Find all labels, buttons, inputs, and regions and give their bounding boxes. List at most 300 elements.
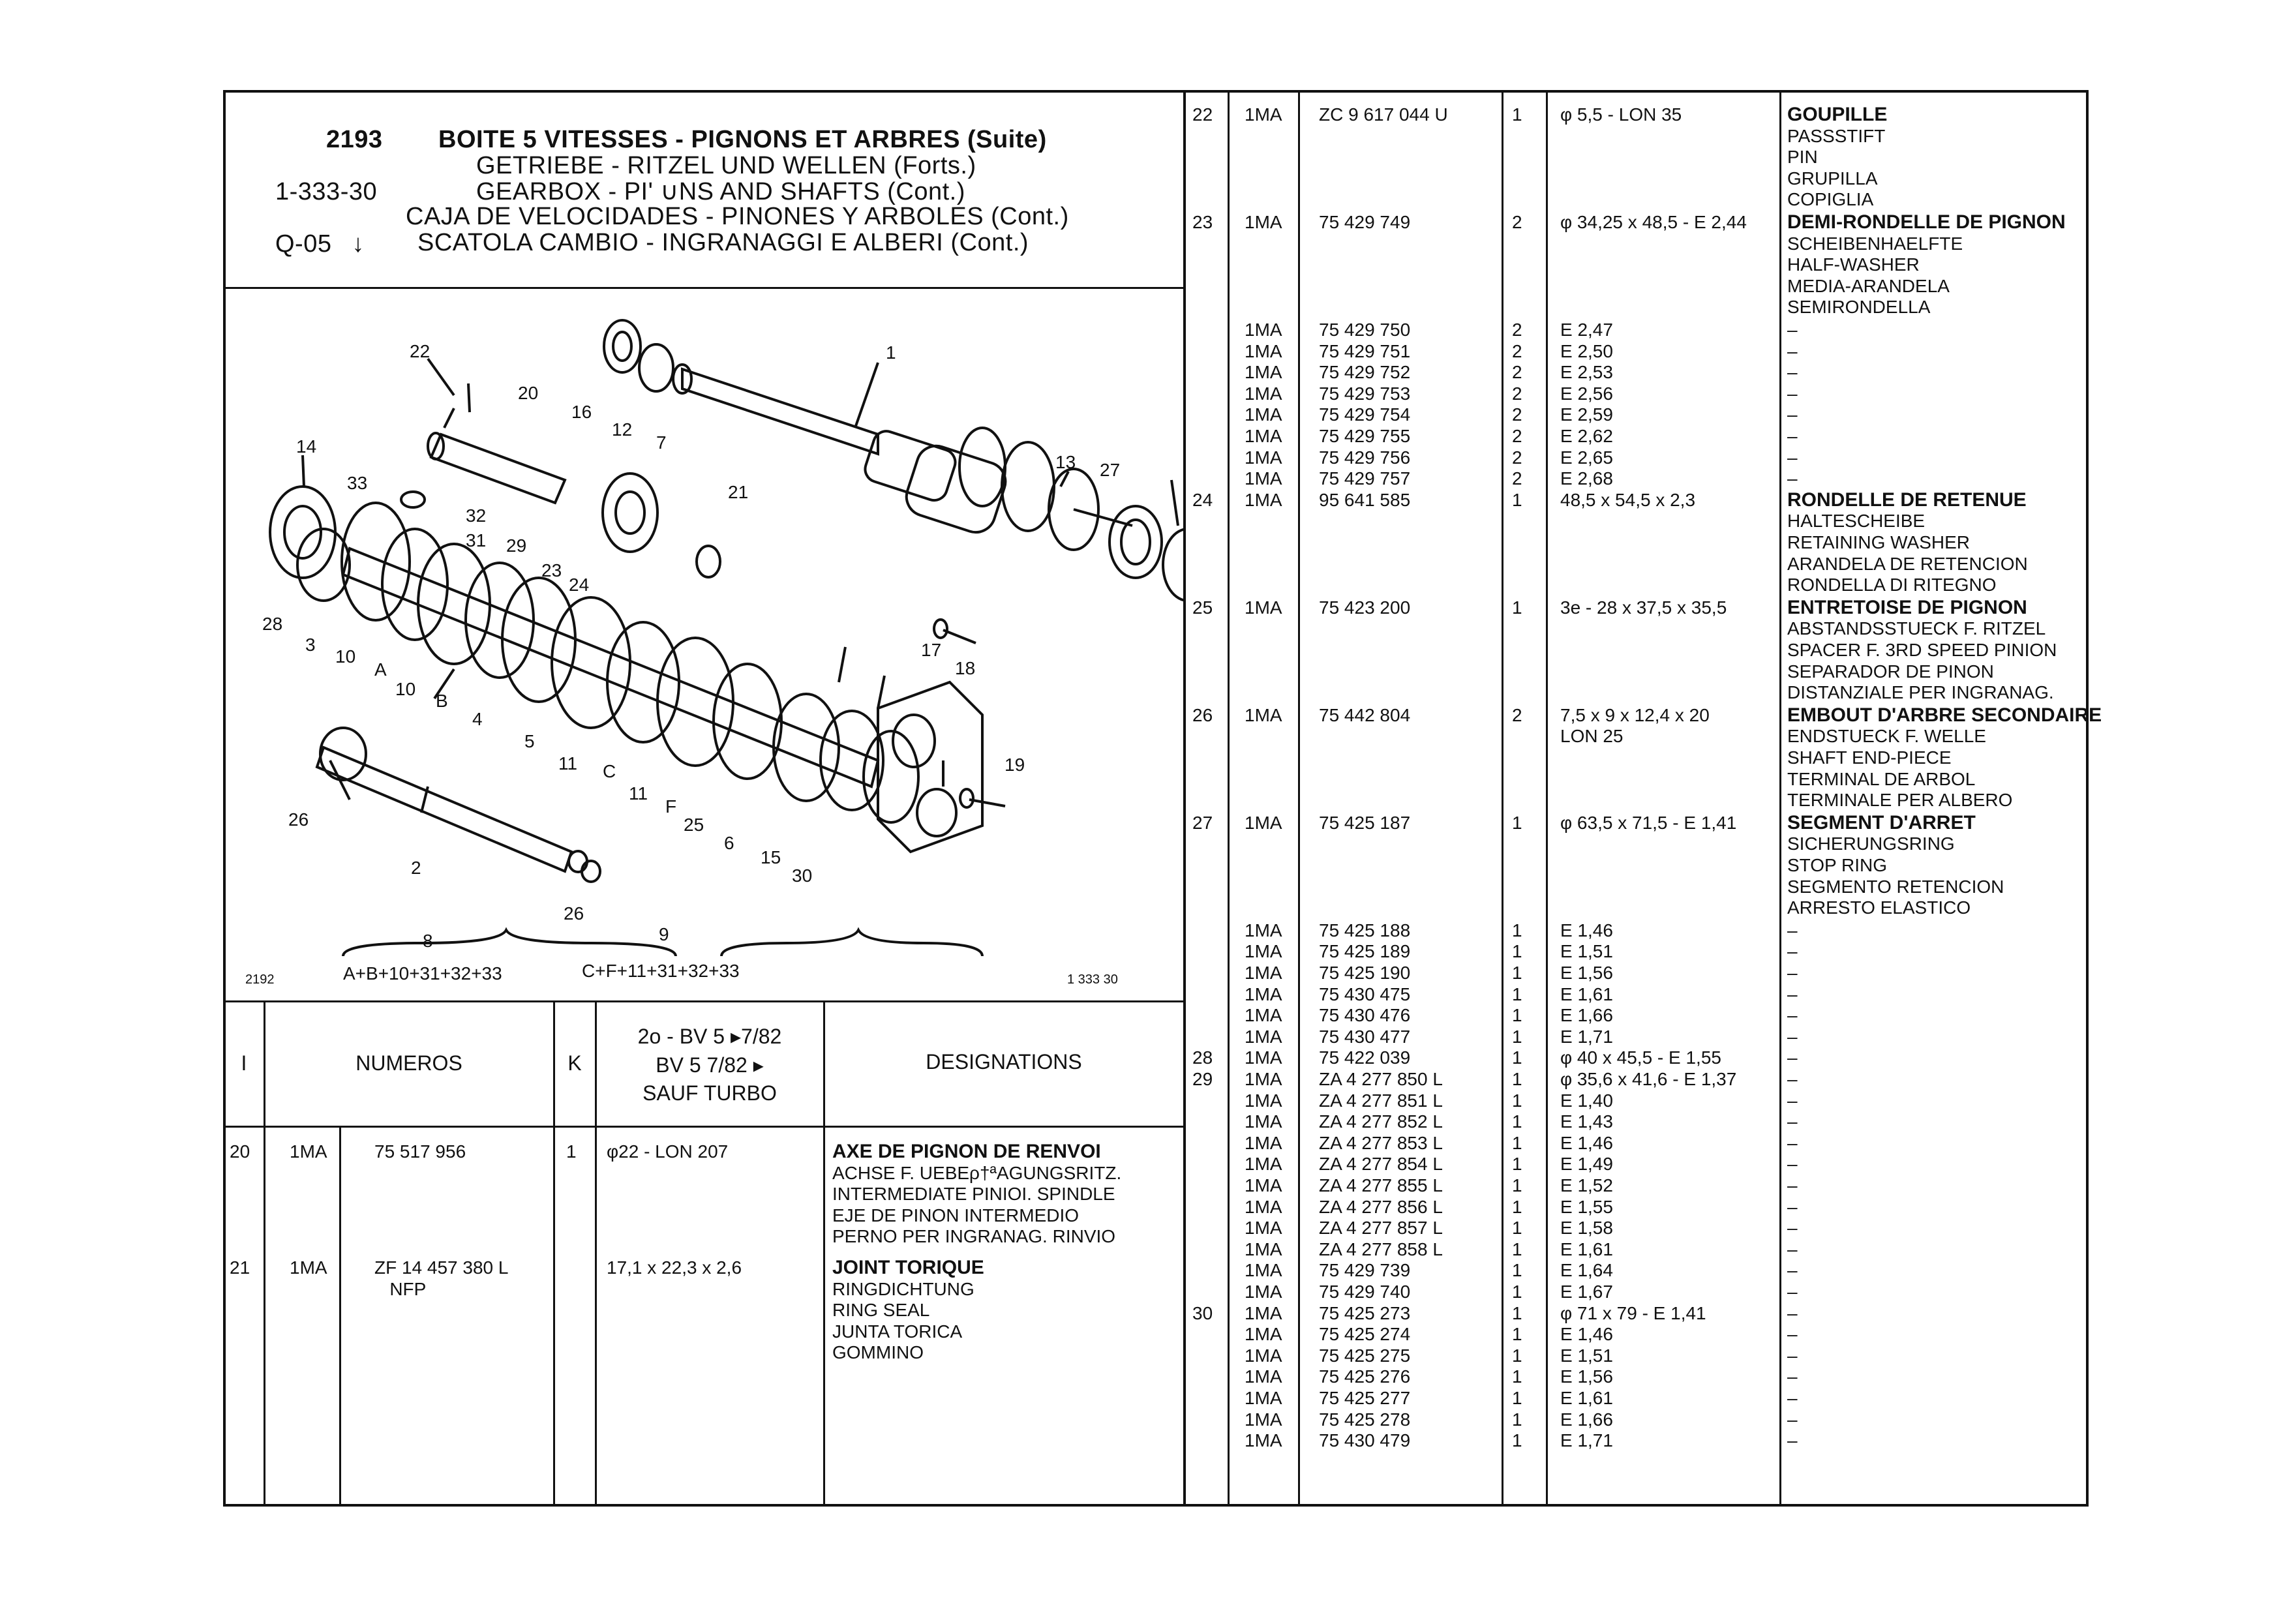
row-qual: 1MA — [1245, 1324, 1282, 1345]
row-designation: – — [1787, 984, 1798, 1004]
row-designation: DISTANZIALE PER INGRANAG. — [1787, 682, 2054, 703]
qual-code — [275, 230, 365, 258]
callout-13: 13 — [1055, 452, 1076, 472]
row-designation: – — [1787, 1196, 1798, 1217]
qual-code-text: Q-05 — [275, 230, 332, 258]
row-qual: 1MA — [1245, 1026, 1282, 1047]
row-qual: 1MA — [1245, 320, 1282, 340]
row-qual: 1MA — [1245, 1239, 1282, 1259]
row-designation: ARRESTO ELASTICO — [1787, 897, 1971, 918]
row-qual: 1MA — [1245, 212, 1282, 232]
right-col-sep-3 — [1502, 90, 1503, 1507]
row-part-number: 75 429 740 — [1319, 1282, 1411, 1302]
row-spec: 17,1 x 22,3 x 2,6 — [607, 1257, 742, 1278]
row-part-number: 75 425 273 — [1319, 1302, 1411, 1323]
row-qual: 1MA — [1245, 362, 1282, 383]
row-qual: 1MA — [1245, 704, 1282, 725]
row-qty: 2 — [1512, 340, 1522, 361]
row-spec: E 2,59 — [1560, 404, 1613, 425]
row-designation: SEGMENT D'ARRET — [1787, 811, 1976, 834]
row-designation: – — [1787, 1366, 1798, 1387]
row-designation: – — [1787, 963, 1798, 983]
row-designation: PIN — [1787, 147, 1818, 168]
row-qty: 1 — [1512, 1026, 1522, 1047]
row-designation: SEPARADOR DE PINON — [1787, 661, 1994, 682]
callout-24: 24 — [569, 575, 590, 595]
row-designation: TERMINAL DE ARBOL — [1787, 768, 1976, 789]
row-qty: 1 — [1512, 1409, 1522, 1430]
row-part-number: 75 425 187 — [1319, 812, 1411, 833]
callout-30: 30 — [792, 865, 813, 886]
callout-17: 17 — [921, 640, 942, 660]
arrow-down-icon: ↓ — [352, 230, 365, 258]
row-spec: E 1,56 — [1560, 1366, 1613, 1387]
row-spec: E 2,50 — [1560, 340, 1613, 361]
row-designation: – — [1787, 1409, 1798, 1430]
row-spec: φ 5,5 - LON 35 — [1560, 104, 1682, 125]
ref-code: 1-333-30 — [275, 178, 378, 205]
row-spec: E 2,68 — [1560, 468, 1613, 489]
row-spec: E 1,66 — [1560, 1409, 1613, 1430]
row-ref: 21 — [230, 1257, 250, 1278]
row-spec: E 2,53 — [1560, 362, 1613, 383]
row-part-number: 75 425 276 — [1319, 1366, 1411, 1387]
row-designation: SHAFT END-PIECE — [1787, 747, 1952, 768]
row-part-number: 75 429 753 — [1319, 383, 1411, 404]
row-qual: 1MA — [1245, 1090, 1282, 1111]
row-qty: 1 — [1512, 1430, 1522, 1451]
row-qty: 1 — [1512, 984, 1522, 1004]
row-designation: RONDELLE DE RETENUE — [1787, 488, 2027, 511]
callout-14: 14 — [296, 436, 317, 457]
callout-11b: 11 — [629, 783, 648, 804]
row-part-number: 95 641 585 — [1319, 489, 1411, 510]
callout-22: 22 — [410, 341, 430, 361]
row-spec: E 1,67 — [1560, 1282, 1613, 1302]
row-part-number: 75 430 475 — [1319, 984, 1411, 1004]
row-qual: 1MA — [1245, 1175, 1282, 1195]
row-part-number: ZA 4 277 851 L — [1319, 1090, 1443, 1111]
center-divider — [1183, 90, 1186, 1507]
row-designation: RINGDICHTUNG — [832, 1278, 974, 1299]
row-ref: 25 — [1192, 597, 1213, 618]
row-part-number: 75 430 479 — [1319, 1430, 1411, 1451]
callout-19: 19 — [1004, 755, 1025, 775]
row-qual: 1MA — [1245, 1005, 1282, 1026]
row-qty: 1 — [1512, 104, 1522, 125]
row-designation: – — [1787, 1282, 1798, 1302]
row-designation: – — [1787, 340, 1798, 361]
row-designation: DEMI-RONDELLE DE PIGNON — [1787, 211, 2066, 233]
row-designation: GOUPILLE — [1787, 104, 1888, 125]
row-qty: 1 — [1512, 1324, 1522, 1345]
row-qty: 1 — [1512, 941, 1522, 962]
row-qty: 1 — [1512, 1282, 1522, 1302]
row-qual: 1MA — [1245, 597, 1282, 618]
callout-F: F — [665, 796, 677, 817]
row-qual: 1MA — [1245, 1366, 1282, 1387]
row-part-number: ZA 4 277 854 L — [1319, 1154, 1443, 1175]
row-ref: 29 — [1192, 1069, 1213, 1089]
row-designation: – — [1787, 1175, 1798, 1195]
row-spec: E 1,71 — [1560, 1026, 1613, 1047]
callout-32: 32 — [466, 505, 487, 526]
row-qual: 1MA — [1245, 1132, 1282, 1153]
right-col-sep-1 — [1228, 90, 1230, 1507]
row-part-number: 75 425 275 — [1319, 1345, 1411, 1366]
row-designation: MEDIA-ARANDELA — [1787, 275, 1950, 296]
row-qual: 1MA — [1245, 340, 1282, 361]
row-designation: COPIGLIA — [1787, 189, 1874, 210]
row-qual: 1MA — [1245, 404, 1282, 425]
callout-26b: 26 — [564, 903, 584, 924]
row-designation: PASSSTIFT — [1787, 125, 1886, 146]
title-it: SCATOLA CAMBIO - INGRANAGGI E ALBERI (Cont.) — [417, 229, 1029, 256]
row-spec: E 1,40 — [1560, 1090, 1613, 1111]
row-qty: 1 — [1512, 597, 1522, 618]
row-part-number: 75 429 751 — [1319, 340, 1411, 361]
row-qty: 2 — [1512, 704, 1522, 725]
row-spec: E 1,43 — [1560, 1111, 1613, 1132]
row-qual: 1MA — [1245, 812, 1282, 833]
row-spec: E 2,62 — [1560, 426, 1613, 446]
row-designation: – — [1787, 362, 1798, 383]
row-spec: φ 71 x 79 - E 1,41 — [1560, 1302, 1706, 1323]
row-designation: GRUPILLA — [1787, 168, 1878, 188]
row-designation: – — [1787, 426, 1798, 446]
callout-2: 2 — [411, 858, 421, 878]
row-designation: PERNO PER INGRANAG. RINVIO — [832, 1226, 1116, 1247]
row-designation: EJE DE PINON INTERMEDIO — [832, 1205, 1080, 1225]
row-spec: E 1,66 — [1560, 1005, 1613, 1026]
row-designation: JOINT TORIQUE — [832, 1257, 984, 1278]
callout-31: 31 — [466, 530, 487, 550]
row-spec: E 1,55 — [1560, 1196, 1613, 1217]
callout-A: A — [374, 659, 387, 680]
row-part-number: ZA 4 277 857 L — [1319, 1218, 1443, 1239]
row-qty: 1 — [1512, 963, 1522, 983]
callout-18: 18 — [955, 658, 976, 678]
page-number: 2193 — [326, 126, 383, 153]
row-qual: 1MA — [1245, 426, 1282, 446]
row-qty: 2 — [1512, 362, 1522, 383]
row-designation: – — [1787, 941, 1798, 962]
callout-20: 20 — [518, 383, 539, 403]
row-qty: 1 — [1512, 1090, 1522, 1111]
row-part-number: 75 429 739 — [1319, 1260, 1411, 1281]
left-col-sep-1 — [264, 1000, 265, 1507]
row-part-number: 75 429 757 — [1319, 468, 1411, 489]
row-designation: – — [1787, 447, 1798, 468]
row-spec: φ 35,6 x 41,6 - E 1,37 — [1560, 1069, 1737, 1089]
row-designation: INTERMEDIATE PINIOI. SPINDLE — [832, 1184, 1115, 1205]
row-spec: E 1,46 — [1560, 920, 1613, 940]
row-designation: – — [1787, 1111, 1798, 1132]
row-spec: E 2,65 — [1560, 447, 1613, 468]
row-part-number: 75 425 277 — [1319, 1388, 1411, 1408]
left-table-header-bottom — [223, 1126, 1185, 1128]
group-8-number: 8 — [423, 931, 433, 951]
title-en: GEARBOX - PI' ∪NS AND SHAFTS (Cont.) — [476, 178, 965, 205]
row-qual: 1MA — [1245, 1154, 1282, 1175]
row-part-number: 75 429 754 — [1319, 404, 1411, 425]
row-qual: 1MA — [1245, 1218, 1282, 1239]
row-designation: SPACER F. 3RD SPEED PINION — [1787, 640, 2057, 660]
row-qty: 2 — [1512, 320, 1522, 340]
callout-15: 15 — [761, 847, 781, 867]
col-header-k: K — [567, 1051, 582, 1075]
row-qty: 1 — [1512, 1388, 1522, 1408]
row-ref: 26 — [1192, 704, 1213, 725]
callout-12: 12 — [612, 419, 633, 440]
callout-1: 1 — [886, 342, 896, 363]
callout-11a: 11 — [558, 753, 578, 773]
callout-27: 27 — [1100, 460, 1121, 480]
row-part-number: 75 423 200 — [1319, 597, 1411, 618]
row-part-number: ZF 14 457 380 L NFP — [374, 1257, 509, 1299]
row-spec: 3e - 28 x 37,5 x 35,5 — [1560, 597, 1727, 618]
row-designation: TERMINALE PER ALBERO — [1787, 790, 2013, 811]
left-col-sep-2 — [339, 1126, 341, 1507]
row-part-number: 75 429 756 — [1319, 447, 1411, 468]
row-part-number: 75 430 476 — [1319, 1005, 1411, 1026]
row-designation: – — [1787, 1005, 1798, 1026]
row-designation: – — [1787, 404, 1798, 425]
row-spec: φ 34,25 x 48,5 - E 2,44 — [1560, 212, 1747, 232]
row-designation: – — [1787, 1218, 1798, 1239]
title-es: CAJA DE VELOCIDADES - PINONES Y ARBOLES (Cont.) — [406, 203, 1069, 230]
row-ref: 23 — [1192, 212, 1213, 232]
row-part-number: 75 425 190 — [1319, 963, 1411, 983]
row-spec: E 2,56 — [1560, 383, 1613, 404]
callout-21: 21 — [728, 482, 749, 502]
right-col-sep-5 — [1779, 90, 1781, 1507]
row-spec: 7,5 x 9 x 12,4 x 20 LON 25 — [1560, 704, 1710, 747]
row-designation: – — [1787, 1026, 1798, 1047]
row-ref: 20 — [230, 1141, 250, 1162]
row-spec: E 1,52 — [1560, 1175, 1613, 1195]
col-header-i: I — [241, 1051, 247, 1075]
row-part-number: 75 425 274 — [1319, 1324, 1411, 1345]
row-spec: E 1,51 — [1560, 941, 1613, 962]
row-qty: 1 — [1512, 1239, 1522, 1259]
row-qual: 1MA — [1245, 941, 1282, 962]
row-qty: 1 — [566, 1141, 577, 1162]
row-qty: 2 — [1512, 383, 1522, 404]
callout-5: 5 — [524, 731, 535, 751]
row-qual: 1MA — [1245, 984, 1282, 1004]
callout-16: 16 — [571, 402, 592, 422]
row-spec: E 1,61 — [1560, 1239, 1613, 1259]
row-part-number: 75 429 749 — [1319, 212, 1411, 232]
row-part-number: 75 425 188 — [1319, 920, 1411, 940]
col-header-numeros: NUMEROS — [355, 1051, 462, 1075]
row-qual: 1MA — [1245, 468, 1282, 489]
callout-B: B — [436, 691, 448, 711]
col-header-variant-1: 2o - BV 5 ▸7/82 — [637, 1025, 782, 1048]
row-qual: 1MA — [1245, 1260, 1282, 1281]
row-qty: 1 — [1512, 1005, 1522, 1026]
row-qual: 1MA — [1245, 1282, 1282, 1302]
group-9-number: 9 — [659, 924, 669, 944]
row-designation: ENTRETOISE DE PIGNON — [1787, 596, 2027, 618]
callout-4: 4 — [472, 709, 483, 729]
callout-33: 33 — [347, 473, 368, 493]
row-spec: E 1,61 — [1560, 984, 1613, 1004]
row-qty: 1 — [1512, 920, 1522, 940]
row-designation: – — [1787, 1388, 1798, 1408]
row-designation: STOP RING — [1787, 855, 1888, 875]
row-ref: 28 — [1192, 1047, 1213, 1068]
row-qual: 1MA — [1245, 1409, 1282, 1430]
col-header-variant-3: SAUF TURBO — [642, 1081, 777, 1105]
row-designation: HALF-WASHER — [1787, 254, 1920, 275]
row-designation: SEMIRONDELLA — [1787, 297, 1931, 318]
exploded-view-diagram — [226, 291, 1183, 1002]
left-table-top — [223, 1000, 1185, 1002]
row-qual: 1MA — [1245, 104, 1282, 125]
row-spec: E 1,61 — [1560, 1388, 1613, 1408]
row-part-number: ZA 4 277 852 L — [1319, 1111, 1443, 1132]
row-qty: 1 — [1512, 1196, 1522, 1217]
row-qty: 1 — [1512, 1366, 1522, 1387]
row-ref: 30 — [1192, 1302, 1213, 1323]
diagram-code-left: 2192 — [245, 972, 275, 987]
row-qual: 1MA — [1245, 1196, 1282, 1217]
row-part-number: ZA 4 277 858 L — [1319, 1239, 1443, 1259]
row-spec: φ 40 x 45,5 - E 1,55 — [1560, 1047, 1721, 1068]
callout-29: 29 — [506, 535, 527, 556]
row-designation: – — [1787, 1154, 1798, 1175]
row-qty: 1 — [1512, 1345, 1522, 1366]
row-qual: 1MA — [1245, 1047, 1282, 1068]
row-ref: 22 — [1192, 104, 1213, 125]
row-spec: E 1,58 — [1560, 1218, 1613, 1239]
row-qual: 1MA — [290, 1141, 327, 1162]
row-qual: 1MA — [1245, 1345, 1282, 1366]
row-designation: ABSTANDSSTUECK F. RITZEL — [1787, 618, 2046, 639]
left-col-sep-3 — [553, 1000, 555, 1507]
callout-23: 23 — [541, 560, 562, 580]
row-qty: 2 — [1512, 426, 1522, 446]
row-part-number: 75 429 750 — [1319, 320, 1411, 340]
row-qty: 1 — [1512, 1047, 1522, 1068]
row-qty: 1 — [1512, 1175, 1522, 1195]
callout-10b: 10 — [395, 679, 416, 699]
row-designation: RONDELLA DI RITEGNO — [1787, 575, 1997, 595]
callout-7: 7 — [656, 432, 667, 453]
row-qual: 1MA — [1245, 1111, 1282, 1132]
row-designation: – — [1787, 468, 1798, 489]
row-part-number: ZC 9 617 044 U — [1319, 104, 1448, 125]
row-spec: 48,5 x 54,5 x 2,3 — [1560, 489, 1696, 510]
row-qual: 1MA — [1245, 1302, 1282, 1323]
row-qual: 1MA — [1245, 447, 1282, 468]
row-designation: SICHERUNGSRING — [1787, 834, 1955, 854]
row-part-number: 75 429 752 — [1319, 362, 1411, 383]
row-spec: E 1,46 — [1560, 1132, 1613, 1153]
row-qty: 1 — [1512, 1154, 1522, 1175]
row-qty: 1 — [1512, 812, 1522, 833]
row-spec: E 1,49 — [1560, 1154, 1613, 1175]
row-designation: HALTESCHEIBE — [1787, 511, 1926, 532]
callout-25: 25 — [684, 815, 704, 835]
row-part-number: 75 425 278 — [1319, 1409, 1411, 1430]
row-qual: 1MA — [1245, 1069, 1282, 1089]
row-designation: AXE DE PIGNON DE RENVOI — [832, 1141, 1101, 1162]
row-part-number: 75 422 039 — [1319, 1047, 1411, 1068]
row-designation: RING SEAL — [832, 1300, 930, 1321]
callout-28: 28 — [262, 614, 283, 634]
row-part-number: ZA 4 277 853 L — [1319, 1132, 1443, 1153]
left-col-sep-5 — [823, 1000, 825, 1507]
row-part-number: ZA 4 277 855 L — [1319, 1175, 1443, 1195]
row-qty: 1 — [1512, 1302, 1522, 1323]
row-qty: 2 — [1512, 404, 1522, 425]
callout-6: 6 — [724, 833, 734, 853]
row-designation: – — [1787, 1430, 1798, 1451]
row-designation: – — [1787, 1069, 1798, 1089]
row-designation: – — [1787, 1345, 1798, 1366]
row-designation: – — [1787, 1047, 1798, 1068]
row-spec: E 2,47 — [1560, 320, 1613, 340]
row-qty: 1 — [1512, 1218, 1522, 1239]
row-qual: 1MA — [1245, 1388, 1282, 1408]
row-qty: 2 — [1512, 468, 1522, 489]
row-ref: 24 — [1192, 489, 1213, 510]
row-designation: – — [1787, 1239, 1798, 1259]
row-qty: 1 — [1512, 1111, 1522, 1132]
row-designation: EMBOUT D'ARBRE SECONDAIRE — [1787, 704, 2102, 726]
row-part-number: 75 429 755 — [1319, 426, 1411, 446]
row-part-number: ZA 4 277 850 L — [1319, 1069, 1443, 1089]
row-qty: 1 — [1512, 489, 1522, 510]
group-9-label: C+F+11+31+32+33 — [582, 961, 740, 981]
row-designation: SEGMENTO RETENCION — [1787, 876, 2004, 897]
row-qty: 1 — [1512, 1132, 1522, 1153]
row-designation: – — [1787, 1324, 1798, 1345]
row-designation: ARANDELA DE RETENCION — [1787, 553, 2028, 574]
row-designation: GOMMINO — [832, 1342, 924, 1363]
callout-10a: 10 — [335, 646, 356, 667]
row-qty: 1 — [1512, 1260, 1522, 1281]
row-spec: E 1,56 — [1560, 963, 1613, 983]
callout-26: 26 — [288, 809, 309, 830]
right-col-sep-4 — [1546, 90, 1548, 1507]
row-designation: SCHEIBENHAELFTE — [1787, 233, 1963, 254]
row-designation: ENDSTUECK F. WELLE — [1787, 726, 1986, 747]
row-designation: JUNTA TORICA — [832, 1321, 963, 1342]
title-de: GETRIEBE - RITZEL UND WELLEN (Forts.) — [476, 152, 976, 179]
col-header-designations: DESIGNATIONS — [926, 1050, 1082, 1074]
diagram-code-right: 1 333 30 — [1067, 972, 1118, 987]
row-part-number: 75 425 189 — [1319, 941, 1411, 962]
row-designation: – — [1787, 320, 1798, 340]
row-part-number: 75 517 956 — [374, 1141, 466, 1162]
row-qty: 1 — [1512, 1069, 1522, 1089]
header-divider — [223, 287, 1185, 289]
row-designation: – — [1787, 920, 1798, 940]
row-designation: – — [1787, 1260, 1798, 1281]
row-spec: E 1,71 — [1560, 1430, 1613, 1451]
row-qual: 1MA — [1245, 383, 1282, 404]
row-qty: 2 — [1512, 447, 1522, 468]
row-designation: RETAINING WASHER — [1787, 532, 1971, 552]
row-spec: φ22 - LON 207 — [607, 1141, 729, 1162]
row-part-number: 75 442 804 — [1319, 704, 1411, 725]
row-designation: ACHSE F. UEBEρ†ªAGUNGSRITZ. — [832, 1162, 1122, 1183]
row-qual: 1MA — [1245, 920, 1282, 940]
